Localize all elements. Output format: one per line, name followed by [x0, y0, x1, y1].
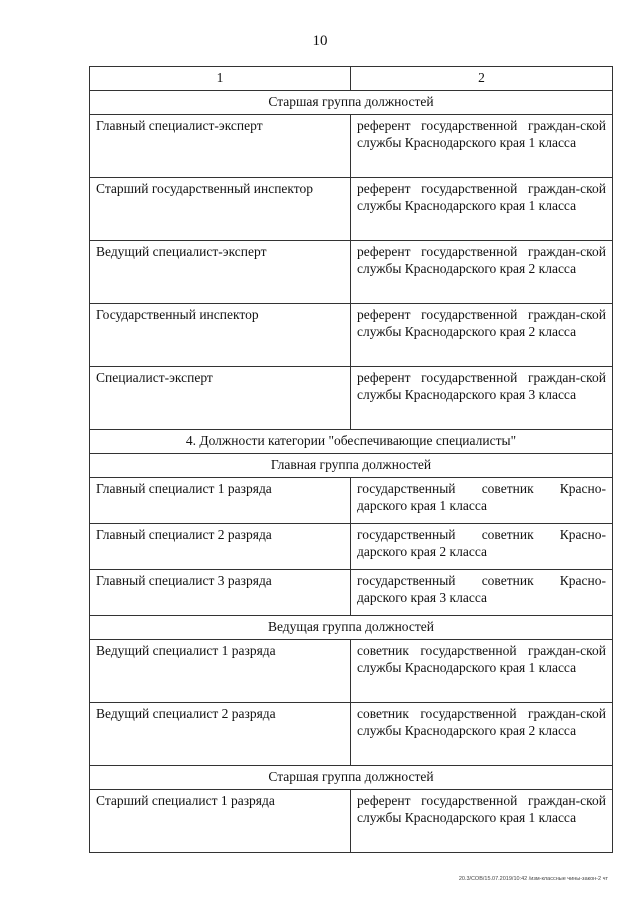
rank-cell: референт государственной граждан-ской службы Краснодарского края 1 класса	[351, 178, 613, 241]
rank-cell: государственный советник Красно-дарского края 2 класса	[351, 524, 613, 570]
group-heading-row	[90, 454, 613, 478]
rank-cell: советник государственной граждан-ской службы Краснодарского края 2 класса	[351, 703, 613, 766]
positions-table	[89, 66, 613, 853]
group-heading: Главная группа должностей	[90, 454, 613, 478]
table-row	[90, 304, 613, 367]
position-cell: Ведущий специалист-эксперт	[90, 241, 351, 304]
column-header-1: 1	[90, 67, 351, 91]
rank-cell: советник государственной граждан-ской службы Краснодарского края 1 класса	[351, 640, 613, 703]
position-cell: Старший специалист 1 разряда	[90, 790, 351, 853]
rank-cell: референт государственной граждан-ской службы Краснодарского края 2 класса	[351, 241, 613, 304]
position-cell: Государственный инспектор	[90, 304, 351, 367]
positions-table-body	[90, 67, 613, 853]
table-row	[90, 115, 613, 178]
table-header-row	[90, 67, 613, 91]
position-cell: Специалист-эксперт	[90, 367, 351, 430]
table-row	[90, 478, 613, 524]
category-heading-row	[90, 430, 613, 454]
rank-cell: государственный советник Красно-дарского края 1 класса	[351, 478, 613, 524]
table-row	[90, 790, 613, 853]
position-cell: Главный специалист-эксперт	[90, 115, 351, 178]
group-heading-row	[90, 91, 613, 115]
table-row	[90, 241, 613, 304]
position-cell: Главный специалист 1 разряда	[90, 478, 351, 524]
rank-cell: референт государственной граждан-ской службы Краснодарского края 3 класса	[351, 367, 613, 430]
rank-cell: референт государственной граждан-ской службы Краснодарского края 1 класса	[351, 115, 613, 178]
rank-cell: государственный советник Красно-дарского края 3 класса	[351, 570, 613, 616]
group-heading: Старшая группа должностей	[90, 91, 613, 115]
position-cell: Старший государственный инспектор	[90, 178, 351, 241]
document-footer: 20.3/СОВ/15.07.2019/10:42 /изм-классные чины-закон-2 чт	[458, 876, 608, 882]
page-number: 10	[312, 33, 328, 49]
position-cell: Ведущий специалист 2 разряда	[90, 703, 351, 766]
table-row	[90, 570, 613, 616]
column-header-2: 2	[351, 67, 613, 91]
table-row	[90, 178, 613, 241]
group-heading-row	[90, 766, 613, 790]
group-heading: Старшая группа должностей	[90, 766, 613, 790]
table-row	[90, 640, 613, 703]
group-heading: Ведущая группа должностей	[90, 616, 613, 640]
position-cell: Главный специалист 2 разряда	[90, 524, 351, 570]
table-row	[90, 367, 613, 430]
table-row	[90, 524, 613, 570]
category-heading: 4. Должности категории "обеспечивающие специалисты"	[90, 430, 613, 454]
table-row	[90, 703, 613, 766]
group-heading-row	[90, 616, 613, 640]
rank-cell: референт государственной граждан-ской службы Краснодарского края 1 класса	[351, 790, 613, 853]
position-cell: Ведущий специалист 1 разряда	[90, 640, 351, 703]
position-cell: Главный специалист 3 разряда	[90, 570, 351, 616]
rank-cell: референт государственной граждан-ской службы Краснодарского края 2 класса	[351, 304, 613, 367]
